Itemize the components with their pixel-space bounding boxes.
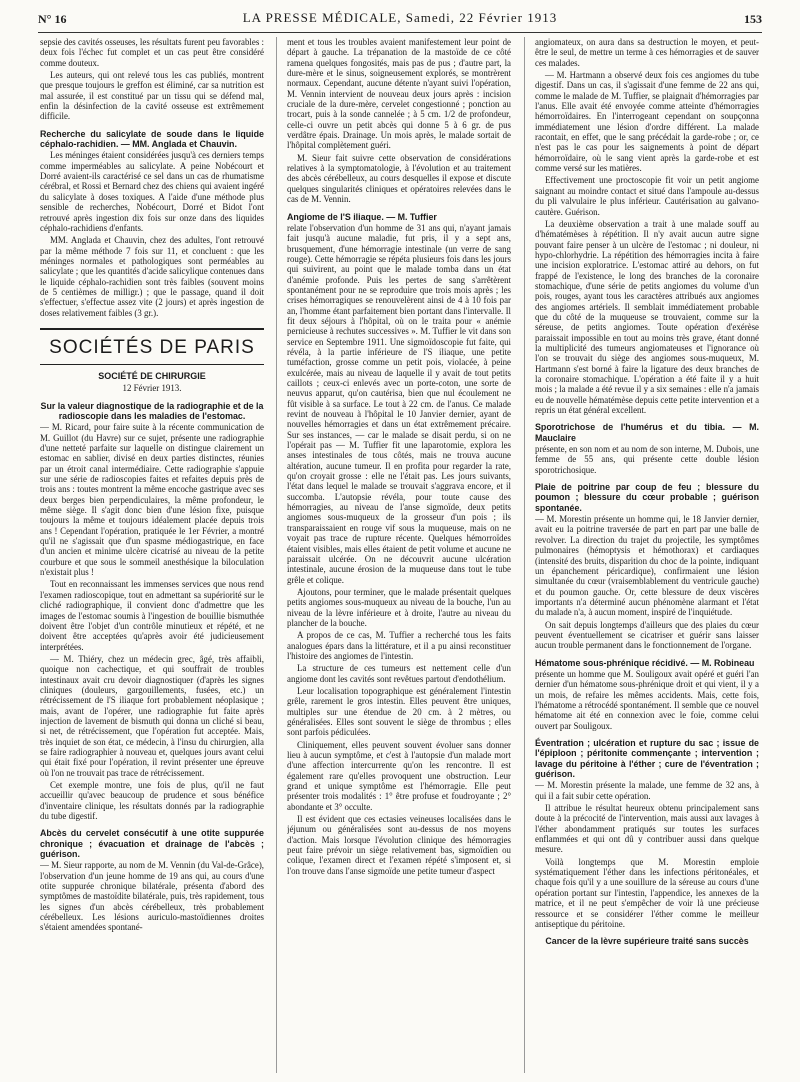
paragraph: — M. Morestin présente la malade, une femme de 32 ans, à qui il a fait subir cette opération. (535, 780, 759, 801)
section-heading: Sporotrichose de l'humérus et du tibia. — M. Mauclaire (535, 422, 759, 443)
paragraph: La structure de ces tumeurs est nettement celle d'un angiome dont les cavités sont revêtues partout d'endothélium. (287, 663, 511, 684)
column-divider (276, 37, 277, 1073)
paragraph: — M. Sieur rapporte, au nom de M. Vennin (du Val-de-Grâce), l'observation d'un jeune homme de 19 ans qui, au cours d'une otite suppurée chronique bilatérale, présenta d'abord des symptômes de mastoïdite bilatérale, puis, très rapidement, tous les signes d'un abcès cérébelleux, très probablement cérébelleux. Les lésions auriculo-mastoïdiennes droites s'étaient amendées spontané- (40, 860, 264, 933)
paragraph: relate l'observation d'un homme de 31 ans qui, n'ayant jamais fait jusqu'à aucune maladie, fut pris, il y a sept ans, brusquement, d'une hémorragie intestinale (un verre de sang rouge). Cette hémorragie se répéta plusieurs fois dans les jours qui suivirent, au point que le malade tomba dans un état d'anémie profonde. Puis les pertes de sang s'arrêtèrent spontanément pour ne se reproduire que trois mois après ; les crises hémorragiques se renouvelèrent ainsi de 4 à 10 fois par an, l'homme étant parfaitement bien portant dans l'intervalle. Il fit deux séjours à l'hôpital, où on le traita pour « anémie pernicieuse à rechutes successives ». M. Tuffier le vit dans son service en Septembre 1911. Une sigmoïdoscopie fut faite, qui révéla, à la partie inférieure de l'S iliaque, une petite tuméfaction, grosse comme un petit pois, violacée, à peine exulcérée, mais au niveau de laquelle il y avait de tout petits caillots ; ceux-ci enlevés avec un porte-coton, une sorte de neuvus apparut, qu'on cautérisa, bien que nul écoulement ne fût visible à sa surface. Le tout à 22 cm. de l'anus. Ce malade revint de nouveau à l'hôpital le 10 Janvier dernier, ayant de nouvelles hémorragies et dans un état extrêmement précaire. Sur ses instances, — car le malade se disait perdu, si on ne l'opérait pas — M. Tuffier fit une laparotomie, explora les anses intestinales de tous côtés, mais ne trouva aucune altération, aucune tumeur. Il en profita pour regarder la rate, qu'on croyait grosse : elle ne l'était pas. Les jours suivants, l'état dans lequel le malade se trouvait s'aggrava encore, et il succomba. L'autopsie révéla, pour toute cause des hémorragies, au niveau de l'anse sigmoïde, deux petits angiomes sous-muqueux de la grosseur d'un pois ; ils transparaissaient en rouge vif sous la muqueuse, mais on ne voyait pas trace de rupture récente. Quelques hémorroïdes étaient visibles, mais elles étaient de petit volume et aucune ne paraissait ulcérée. On ne découvrit aucune ulcération intestinale, aucune érosion de la muqueuse dans tout le tube grêle et colique. (287, 222, 511, 585)
paragraph: Cliniquement, elles peuvent souvent évoluer sans donner lieu à aucun symptôme, et c'est à l'autopsie d'un malade mort d'une affection intercurrente qu'on les rencontre. Il est également rare qu'elles provoquent une obstruction. Leur grand et unique symptôme est l'hémorragie. Elle peut présenter trois modalités : 1° être profuse et foudroyante ; 2° abondante et 3° occulte. (287, 739, 511, 812)
paragraph: sepsie des cavités osseuses, les résultats furent peu favorables : deux fois l'échec fut complet et un cas peut être considéré comme douteux. (40, 37, 264, 68)
paragraph: Voilà longtemps que M. Morestin emploie systématiquement l'éther dans les infections péritonéales, et chaque fois qu'il y a une souillure de la séreuse au cours d'une opération portant sur l'intestin, l'appendice, les annexes de la matrice, et il ne peut s'empêcher de voir là une précieuse ressource et se considérer l'éther comme le meilleur antiseptique du péritoine. (535, 856, 759, 929)
paragraph: Il attribue le résultat heureux obtenu principalement sans doute à la précocité de l'intervention, mais aussi aux lavages à l'éther abondamment pratiqués sur toutes les surfaces enflammées et qui ont dû y contribuer aussi dans quelque mesure. (535, 803, 759, 855)
paragraph: Effectivement une proctoscopie fit voir un petit angiome saignant au moindre contact et situé dans l'ampoule au-dessus du pli valvulaire le plus inférieur. Cautérisation au galvano-cautère. Guérison. (535, 175, 759, 217)
session-date: 12 Février 1913. (122, 383, 182, 394)
paragraph: présente un homme que M. Souligoux avait opéré et guéri l'an dernier d'un hématome sous-phrénique droit et qui vient, il y a un mois, de refaire les mêmes accidents. Mais, cette fois, l'hématome a rétrocédé spontanément. Il semble que ce nouvel hématome ait été en connexion avec le foie, comme celui ouvert par Souligoux. (535, 668, 759, 731)
journal-title: LA PRESSE MÉDICALE, Samedi, 22 Février 1913 (242, 10, 558, 25)
page-header (38, 10, 762, 33)
paragraph: — M. Thiéry, chez un médecin grec, âgé, très affaibli, quoique non cachectique, et qui souffrait de troubles intestinaux avait cru devoir diagnostiquer (d'après les signes cliniques (douleurs, gargouillements, fusées, etc.) un rétrécissement de l'S iliaque fort probablement néoplasique ; mais, avant de l'opérer, une radiographie fut faite après injection de lavement de bismuth qui donna un cliché si beau, si net, de rétrécissement, que l'opération fut acceptée. Mais, très inquiet de son état, ce médecin, à l'insu du chirurgien, alla se faire radiographier à nouveau et, quelques jours avant celui qui était fixé pour l'opération, il revint présenter une épreuve où l'on ne trouvait pas trace de rétrécissement. (40, 653, 264, 778)
paragraph: On sait depuis longtemps d'ailleurs que des plaies du cœur peuvent éventuellement se cicatriser et guérir sans laisser aucun trouble permanent dans le fonctionnement de l'organe. (535, 619, 759, 651)
paragraph: Ajoutons, pour terminer, que le malade présentait quelques petits angiomes sous-muqueux au niveau de la bouche, l'un au niveau de la lèvre inférieure et à droite, l'autre au niveau du plancher de la bouche. (287, 586, 511, 628)
paragraph: présente, en son nom et au nom de son interne, M. Dubois, une femme de 55 ans, qui présente cette double lésion sporotrichosique. (535, 444, 759, 475)
paragraph: Les méninges étaient considérées jusqu'à ces derniers temps comme imperméables au salicylate. A peine Nobécourt et Dorré avaient-ils caractérisé ce sel dans un cas de rhumatisme cérébral, et Rossi et Bernard chez des chiens qui avaient ingéré du salicylate à doses toxiques. A l'aide d'une méthode plus sensible de recherches, Nobécourt, Dorré et Bidot l'ont retrouvé après ingestion dix fois sur onze dans des liquides céphalo-rachidiens d'enfants. (40, 150, 264, 233)
section-heading: Sur la valeur diagnostique de la radiographie et de la radioscopie dans les maladies de l'estomac. (40, 400, 264, 421)
section-heading: Recherche du salicylate de soude dans le liquide céphalo-rachidien. — MM. Anglada et Chauvin. (40, 128, 264, 150)
paragraph: — M. Hartmann a observé deux fois ces angiomes du tube digestif. Dans un cas, il s'agissait d'une femme de 22 ans qui, comme le malade de M. Tuffier, se plaignait d'hémorragies par l'anus. Elle avait été envoyée comme atteinte d'hémorragies hémorroïdaires. En l'interrogeant cependant on soupçonna immédiatement une lésion d'ordre différent. La malade racontait, en effet, que le sang précédait la garde-robe ; or, ce n'est pas le cas pour les saignements à point de départ hémorroïdaire, où le sang vient après la garde-robe et est comme versé sur les matières. (535, 70, 759, 174)
section-heading: Angiome de l'S iliaque. — M. Tuffier (287, 211, 437, 222)
issue-number: N° 16 (38, 12, 67, 26)
paragraph: Leur localisation topographique est généralement l'intestin grêle, rarement le gros intestin. Elles peuvent être uniques, multiples sur une étendue de 20 cm. à 2 mètres, ou généralisées. Elles sont souvent le siège de thrombus ; elles sont parfois pédiculées. (287, 685, 511, 738)
paragraph: A propos de ce cas, M. Tuffier a recherché tous les faits analogues épars dans la littérature, et il a pu ainsi reconstituer l'histoire des angiomes de l'intestin. (287, 630, 511, 661)
paragraph: Cet exemple montre, une fois de plus, qu'il ne faut accueillir qu'avec beaucoup de prudence et sous bénéfice d'inventaire clinique, les résultats donnés par la radiographie du tube digestif. (40, 780, 264, 822)
section-heading: Hématome sous-phrénique récidivé. — M. Robineau (535, 657, 755, 668)
paragraph: La deuxième observation a trait à une malade souff au d'hématémèses à répétition. Il n'y avait aucun autre signe pouvant faire penser à un ulcère de l'estomac ; ni douleur, ni hypo-chlorhydrie. La répétition des hémorragies incita à faire une incision exploratrice. L'estomac attiré au dehors, on fut frappé de l'existence, le long des branches de la coronaire stomachique, d'une série de petits angiomes du volume d'un pois, rouges, ayant tous les caractères attribués aux angiomes des angiomes artériels. Il semblait immédiatement probable que du côté de la muqueuse se trouvaient, comme sur la séreuse, de petits angiomes. Toute opération d'exérèse paraissait impossible en tout au moins très grave, étant donné la multiplicité des tumeurs angiomateuses et l'ignorance où l'on se trouvait du siège des angiomes sous-muqueux, M. Hartmann s'est borné à faire la ligature des deux branches de la coronaire stomachique. L'opération a été faite il y a huit mois ; la malade a été revue il y a six semaines : elle n'a jamais eu de nouvelle hématémèse depuis cette petite intervention et a repris un état général excellent. (535, 218, 759, 416)
section-heading: Abcès du cervelet consécutif à une otite suppurée chronique ; évacuation et drainage de l'abcès ; guérison. (40, 828, 264, 860)
paragraph: Tout en reconnaissant les immenses services que nous rend l'examen radioscopique, tout en admettant sa supériorité sur le cliché radiographique, il convient donc d'admettre que les images de l'estomac soumis à l'ingestion de bouillie bismuthée doivent être l'objet d'un contrôle minutieux et répété, et ne doivent être acceptées qu'après avoir été judicieusement interprétées. (40, 579, 264, 652)
paragraph: MM. Anglada et Chauvin, chez des adultes, l'ont retrouvé par la même méthode 7 fois sur 11, et concluent : que les méninges normales et pathologiques sont perméables au salicylate ; que les quantités d'acide salicylique contenues dans le liquide céphalo-rachidien sont très faibles (souvent moins de 5 centièmes de milligr.) ; que le passage, quand il doit s'effectuer, s'effectue assez vite (2 jours) et après ingestion de doses relativement faibles (3 gr.). (40, 235, 264, 318)
paragraph: — M. Ricard, pour faire suite à la récente communication de M. Guillot (du Havre) sur ce sujet, présente une radiographie d'une netteté parfaite sur laquelle on distingue clairement un estomac en sablier, divisé en deux parties distinctes, réunies par un étroit canal intermédiaire. Cette radiographie s'appuie sur une série de radioscopies faites et refaites depuis près de trois ans : toutes montrent la même encoche gastrique avec ses deux berges bien perpendiculaires, la même profondeur, le même siège. Il s'agit donc bien d'une lésion fixe, puisque toujours la même et toujours idéalement placée depuis trois ans ! Cependant l'opération, pratiquée le 1er Février, a montré qu'il ne s'agissait que d'un spasme médiogastrique, en face d'un ancien et minime ulcère cicatrisé au niveau de la petite courbure et que sous le sommeil anesthésique la biloculation n'existait plus ! (40, 422, 264, 578)
section-heading: Éventration ; ulcération et rupture du sac ; issue de l'épiploon ; péritonite commençante ; intervention ; lavage du péritoine à l'éther ; cure de l'éventration ; guérison. (535, 738, 759, 780)
section-heading: Plaie de poitrine par coup de feu ; blessure du poumon ; blessure du cœur probable ; guérison spontanée. (535, 482, 759, 513)
paragraph: Les auteurs, qui ont relevé tous les cas publiés, montrent que presque toujours le greffon est éliminé, car sa nutrition est mal assurée, il est constitué par un tissu qui se défend mal, enfin la désinfection de la cavité osseuse est extrêmement difficile. (40, 70, 264, 122)
paragraph: — M. Morestin présente un homme qui, le 18 Janvier dernier, avait eu la poitrine traversée de part en part par une balle de revolver. La direction du trajet du projectile, les symptômes pulmonaires (hémoptysis et hémothorax) et cardiaques (intensité des bruits, disparition du choc de la pointe, indiquant un épanchement péricardique), confirmaient une lésion simultanée du cœur (vraisemblablement du ventricule gauche) et du poumon gauche. Or, cette blessure de deux viscères importants n'a déterminé aucun phénomène alarmant et l'état du malade n'a, à aucun moment, inspiré de l'inquiétude. (535, 514, 759, 618)
column-1 (40, 37, 264, 1073)
societies-title: SOCIÉTÉS DE PARIS (40, 328, 264, 365)
column-3 (535, 37, 759, 1073)
section-heading: Cancer de la lèvre supérieure traité sans succès (545, 936, 749, 947)
paragraph: Il est évident que ces ectasies veineuses localisées dans le jéjunum ou généralisées sont au-dessus de nos moyens d'action. Mais lorsque l'évolution clinique des hémorragies peut faire prévoir un siège relativement bas, sigmoïdien ou colique, l'examen direct et l'examen répété s'imposent et, si l'on trouve dans l'anse sigmoïde une petite tumeur d'aspect (287, 814, 511, 876)
column-2 (287, 37, 511, 1073)
paragraph: ment et tous les troubles avaient manifestement leur point de départ à gauche. La trépanation de la mastoïde de ce côté ramena quelques fongosités, mais pas de pus ; d'autre part, la dure-mère et le sinus, soigneusement explorés, se montrèrent normaux. Cependant, aucune détente n'ayant suivi l'opération, M. Vennin intervient de nouveau deux jours après : incision cruciale de la dure-mère, cervelet congestionné ; ponction au trocart, puis à la sonde cannelée ; à 5 cm. 1/2 de profondeur, celle-ci ouvre un petit abcès qui donne 5 à 6 gr. de pus verdâtre épais. Drainage. Un mois après, le malade sortait de l'hôpital complètement guéri. (287, 37, 511, 151)
page-number: 153 (744, 12, 762, 26)
society-name: SOCIÉTÉ DE CHIRURGIE (98, 370, 206, 381)
paragraph: M. Sieur fait suivre cette observation de considérations relatives à la symptomatologie, à l'évolution et au traitement des abcès cérébelleux, au cours desquelles il expose et discute quelques singularités cliniques et opératoires relevées dans le cas de M. Vennin. (287, 152, 511, 205)
column-divider (524, 37, 525, 1073)
paragraph: angiomateux, on aura dans sa destruction le moyen, et peut-être le seul, de mettre un terme à ces hémorragies et de sauver ces malades. (535, 37, 759, 68)
